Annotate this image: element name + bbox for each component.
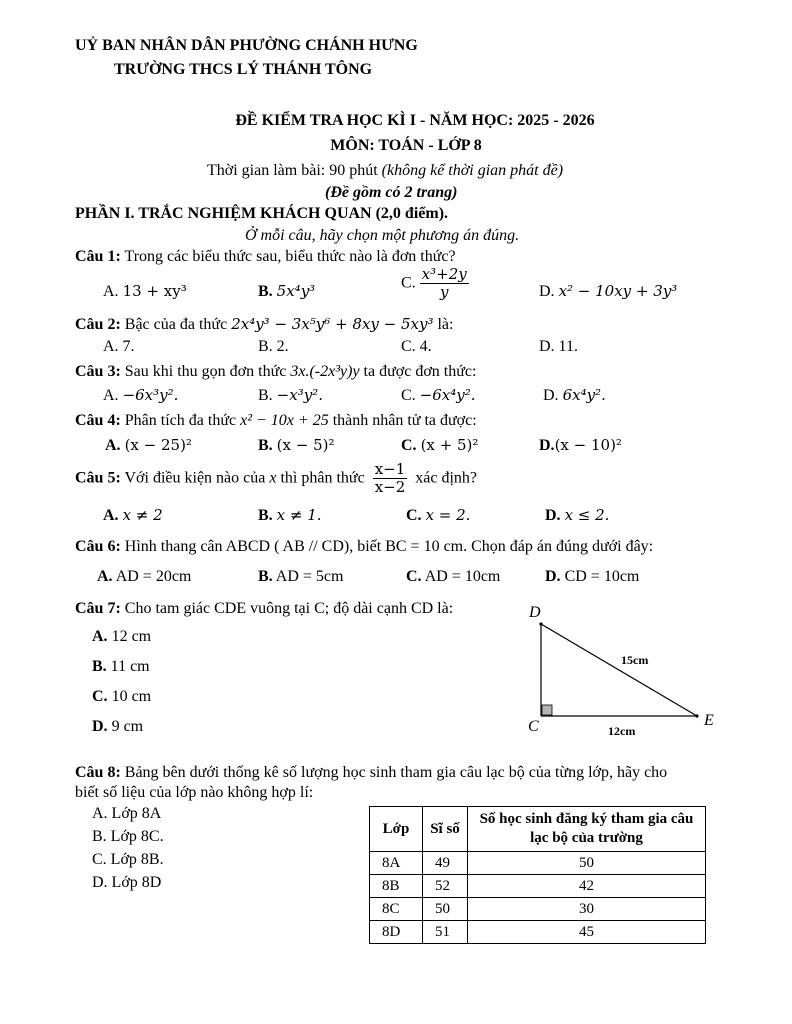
option-label: D. (545, 507, 561, 524)
question-8-line2: biết số liệu của lớp nào không hợp lí: (75, 784, 314, 801)
option-value: x² − 10xy + 3y³ (558, 282, 678, 300)
vertex-point-e (695, 714, 698, 717)
hypotenuse-length: 15cm (621, 653, 649, 667)
fraction (373, 461, 408, 497)
option-label: A. (103, 507, 119, 524)
club-stats-table (369, 806, 706, 944)
option-label: C. (401, 387, 416, 404)
option-value: (x − 25)² (124, 436, 192, 454)
question-text-end: thành nhân tử ta được: (328, 412, 477, 429)
vertex-label-d: D (529, 604, 541, 621)
q2-option-c[interactable]: C. 4. (401, 338, 432, 355)
question-text: Bảng bên dưới thống kê số lượng học sinh tham gia câu lạc bộ của từng lớp, hãy cho (120, 764, 668, 781)
question-7 (75, 599, 453, 618)
fraction-numerator: x³+2y (421, 265, 467, 283)
option-value: (x + 5)² (420, 436, 479, 454)
question-text: Cho tam giác CDE vuông tại C; độ dài cạnh CD là: (120, 600, 454, 617)
cell-size: 49 (423, 852, 468, 875)
q3-option-b[interactable] (258, 386, 323, 405)
header-org: UỶ BAN NHÂN DÂN PHƯỜNG CHÁNH HƯNG (75, 37, 418, 54)
question-text-end: xác định? (411, 469, 478, 487)
question-8 (75, 763, 667, 782)
q5-option-c[interactable] (406, 506, 470, 525)
q1-option-a[interactable] (103, 282, 187, 301)
question-expression: 2x⁴y³ − 3x⁵y⁶ + 8xy − 5xy³ (231, 315, 434, 333)
option-value: −6x³y². (122, 386, 179, 404)
q5-option-d[interactable] (545, 506, 609, 525)
option-value: AD = 10cm (424, 568, 501, 585)
q5-option-a[interactable] (103, 506, 163, 525)
q6-option-c[interactable] (406, 567, 500, 586)
q6-option-d[interactable] (545, 567, 639, 586)
cell-size: 52 (423, 875, 468, 898)
header-school: TRƯỜNG THCS LÝ THÁNH TÔNG (114, 61, 373, 78)
cell-club-count: 50 (468, 852, 706, 875)
q7-option-b[interactable] (92, 657, 150, 676)
q8-option-d[interactable]: D. Lớp 8D (92, 874, 162, 891)
question-label: Câu 7: (75, 600, 121, 617)
option-label: B. (258, 507, 273, 524)
option-value: (x − 10)² (554, 436, 622, 454)
question-text-end: là: (433, 316, 454, 333)
question-6 (75, 537, 653, 556)
fraction-denominator: y (439, 283, 449, 302)
option-value: x = 2. (425, 506, 471, 524)
option-value: 11 cm (110, 658, 150, 675)
question-4 (75, 411, 477, 430)
option-value: 10 cm (111, 688, 152, 705)
question-label: Câu 6: (75, 538, 121, 555)
table-row (370, 852, 706, 875)
q2-option-b[interactable]: B. 2. (258, 338, 289, 355)
fraction-numerator: x−1 (374, 460, 406, 478)
q1-option-d[interactable] (539, 282, 677, 301)
cell-club-count: 42 (468, 875, 706, 898)
option-value: −x³y². (276, 386, 323, 404)
cell-club-count: 45 (468, 921, 706, 944)
option-value: AD = 5cm (275, 568, 344, 585)
option-label: B. (258, 387, 273, 404)
vertex-label-e: E (704, 712, 714, 729)
triangle-figure (515, 598, 730, 743)
question-5 (75, 461, 477, 497)
table-row (370, 921, 706, 944)
q4-option-c[interactable] (401, 436, 478, 455)
q2-option-d[interactable]: D. 11. (539, 338, 578, 355)
question-label: Câu 3: (75, 363, 121, 380)
table-row (370, 875, 706, 898)
q3-option-d[interactable] (543, 386, 606, 405)
question-label: Câu 4: (75, 412, 121, 429)
option-label: D. (539, 283, 555, 300)
question-1 (75, 247, 456, 266)
q4-option-b[interactable] (258, 436, 335, 455)
question-3 (75, 362, 476, 381)
base-length: 12cm (608, 724, 636, 738)
q4-option-d[interactable] (539, 436, 622, 455)
vertex-point-d (539, 622, 542, 625)
right-angle-marker (542, 705, 552, 715)
option-value: x ≠ 1. (276, 506, 322, 524)
q5-option-b[interactable] (258, 506, 322, 525)
option-label: B. (258, 568, 273, 585)
question-variable: x (269, 469, 277, 487)
option-label: D. (543, 387, 559, 404)
question-text-end: ta được đơn thức: (359, 363, 477, 380)
q7-option-c[interactable] (92, 687, 151, 706)
question-label: Câu 8: (75, 764, 121, 781)
q8-option-c[interactable]: C. Lớp 8B. (92, 851, 164, 868)
q7-option-d[interactable] (92, 717, 143, 736)
option-value: CD = 10cm (564, 568, 640, 585)
part1-instruction: Ở mỗi câu, hãy chọn một phương án đúng. (245, 227, 520, 244)
option-value: 5x⁴y³ (276, 282, 316, 300)
exam-pages: (Đề gồm có 2 trang) (325, 184, 458, 201)
option-label: C. (406, 568, 422, 585)
q8-option-b[interactable]: B. Lớp 8C. (92, 828, 164, 845)
option-value: x ≠ 2 (122, 506, 163, 524)
part1-title: PHẦN I. TRẮC NGHIỆM KHÁCH QUAN (2,0 điểm). (75, 205, 449, 222)
header-class: Lớp (370, 807, 423, 852)
vertex-label-c: C (528, 718, 539, 735)
q8-option-a[interactable]: A. Lớp 8A (92, 805, 162, 822)
question-text: Sau khi thu gọn đơn thức (120, 363, 291, 380)
option-value: AD = 20cm (115, 568, 192, 585)
option-label: C. (401, 274, 416, 292)
exam-subject: MÔN: TOÁN - LỚP 8 (330, 137, 482, 154)
exam-time (207, 161, 563, 180)
option-value: x ≤ 2. (564, 506, 610, 524)
question-label: Câu 5: (75, 469, 121, 487)
question-label: Câu 2: (75, 316, 121, 333)
question-label: Câu 1: (75, 248, 121, 265)
q1-option-b[interactable] (258, 282, 315, 301)
question-text: Bậc của đa thức (120, 316, 232, 333)
question-text: Phân tích đa thức (120, 412, 241, 429)
q1-option-c[interactable] (401, 266, 473, 302)
option-label: A. (103, 283, 119, 300)
option-label: C. (406, 507, 422, 524)
cell-size: 50 (423, 898, 468, 921)
exam-time-note: (không kể thời gian phát đề) (381, 162, 564, 179)
option-label: D. (539, 437, 555, 454)
option-label: A. (97, 568, 113, 585)
option-value: (x − 5)² (276, 436, 335, 454)
option-label: C. (92, 688, 108, 705)
question-expression: 3x.(-2x³y)y (290, 363, 360, 380)
option-label: C. (401, 437, 417, 454)
table-row (370, 898, 706, 921)
option-label: B. (258, 437, 273, 454)
q7-option-a[interactable] (92, 627, 151, 646)
q6-option-b[interactable] (258, 567, 343, 586)
option-value: 13 + xy³ (122, 282, 187, 300)
option-value: 12 cm (111, 628, 152, 645)
option-label: A. (105, 437, 121, 454)
option-value: 9 cm (111, 718, 144, 735)
table-header-row (370, 807, 706, 852)
fraction (420, 266, 469, 302)
cell-class: 8C (370, 898, 423, 921)
question-text: Trong các biểu thức sau, biểu thức nào là đơn thức? (120, 248, 456, 265)
side-de (541, 624, 697, 716)
option-label: D. (92, 718, 108, 735)
option-label: B. (258, 283, 273, 300)
q4-option-a[interactable] (105, 436, 192, 455)
q2-option-a[interactable]: A. 7. (103, 338, 135, 355)
q6-option-a[interactable] (97, 567, 191, 586)
question-text: Hình thang cân ABCD ( AB // CD), biết BC = 10 cm. Chọn đáp án đúng dưới đây: (120, 538, 654, 555)
cell-size: 51 (423, 921, 468, 944)
header-club-count: Số học sinh đăng ký tham gia câu lạc bộ của trường (468, 807, 706, 852)
cell-class: 8A (370, 852, 423, 875)
exam-title: ĐỀ KIỂM TRA HỌC KÌ I - NĂM HỌC: 2025 - 2026 (235, 112, 595, 129)
q3-option-c[interactable] (401, 386, 476, 405)
question-2 (75, 315, 453, 334)
exam-time-main: Thời gian làm bài: 90 phút (207, 162, 382, 179)
question-expression: x² − 10x + 25 (240, 412, 329, 429)
option-label: B. (92, 658, 107, 675)
q3-option-a[interactable] (103, 386, 178, 405)
option-value: 6x⁴y². (562, 386, 606, 404)
option-label: D. (545, 568, 561, 585)
cell-class: 8B (370, 875, 423, 898)
cell-club-count: 30 (468, 898, 706, 921)
option-value: −6x⁴y². (419, 386, 476, 404)
question-text-mid: thì phân thức (276, 469, 369, 487)
option-label: A. (92, 628, 108, 645)
question-text: Với điều kiện nào của (120, 469, 270, 487)
cell-class: 8D (370, 921, 423, 944)
fraction-denominator: x−2 (374, 478, 406, 497)
header-size: Sĩ số (423, 807, 468, 852)
option-label: A. (103, 387, 119, 404)
